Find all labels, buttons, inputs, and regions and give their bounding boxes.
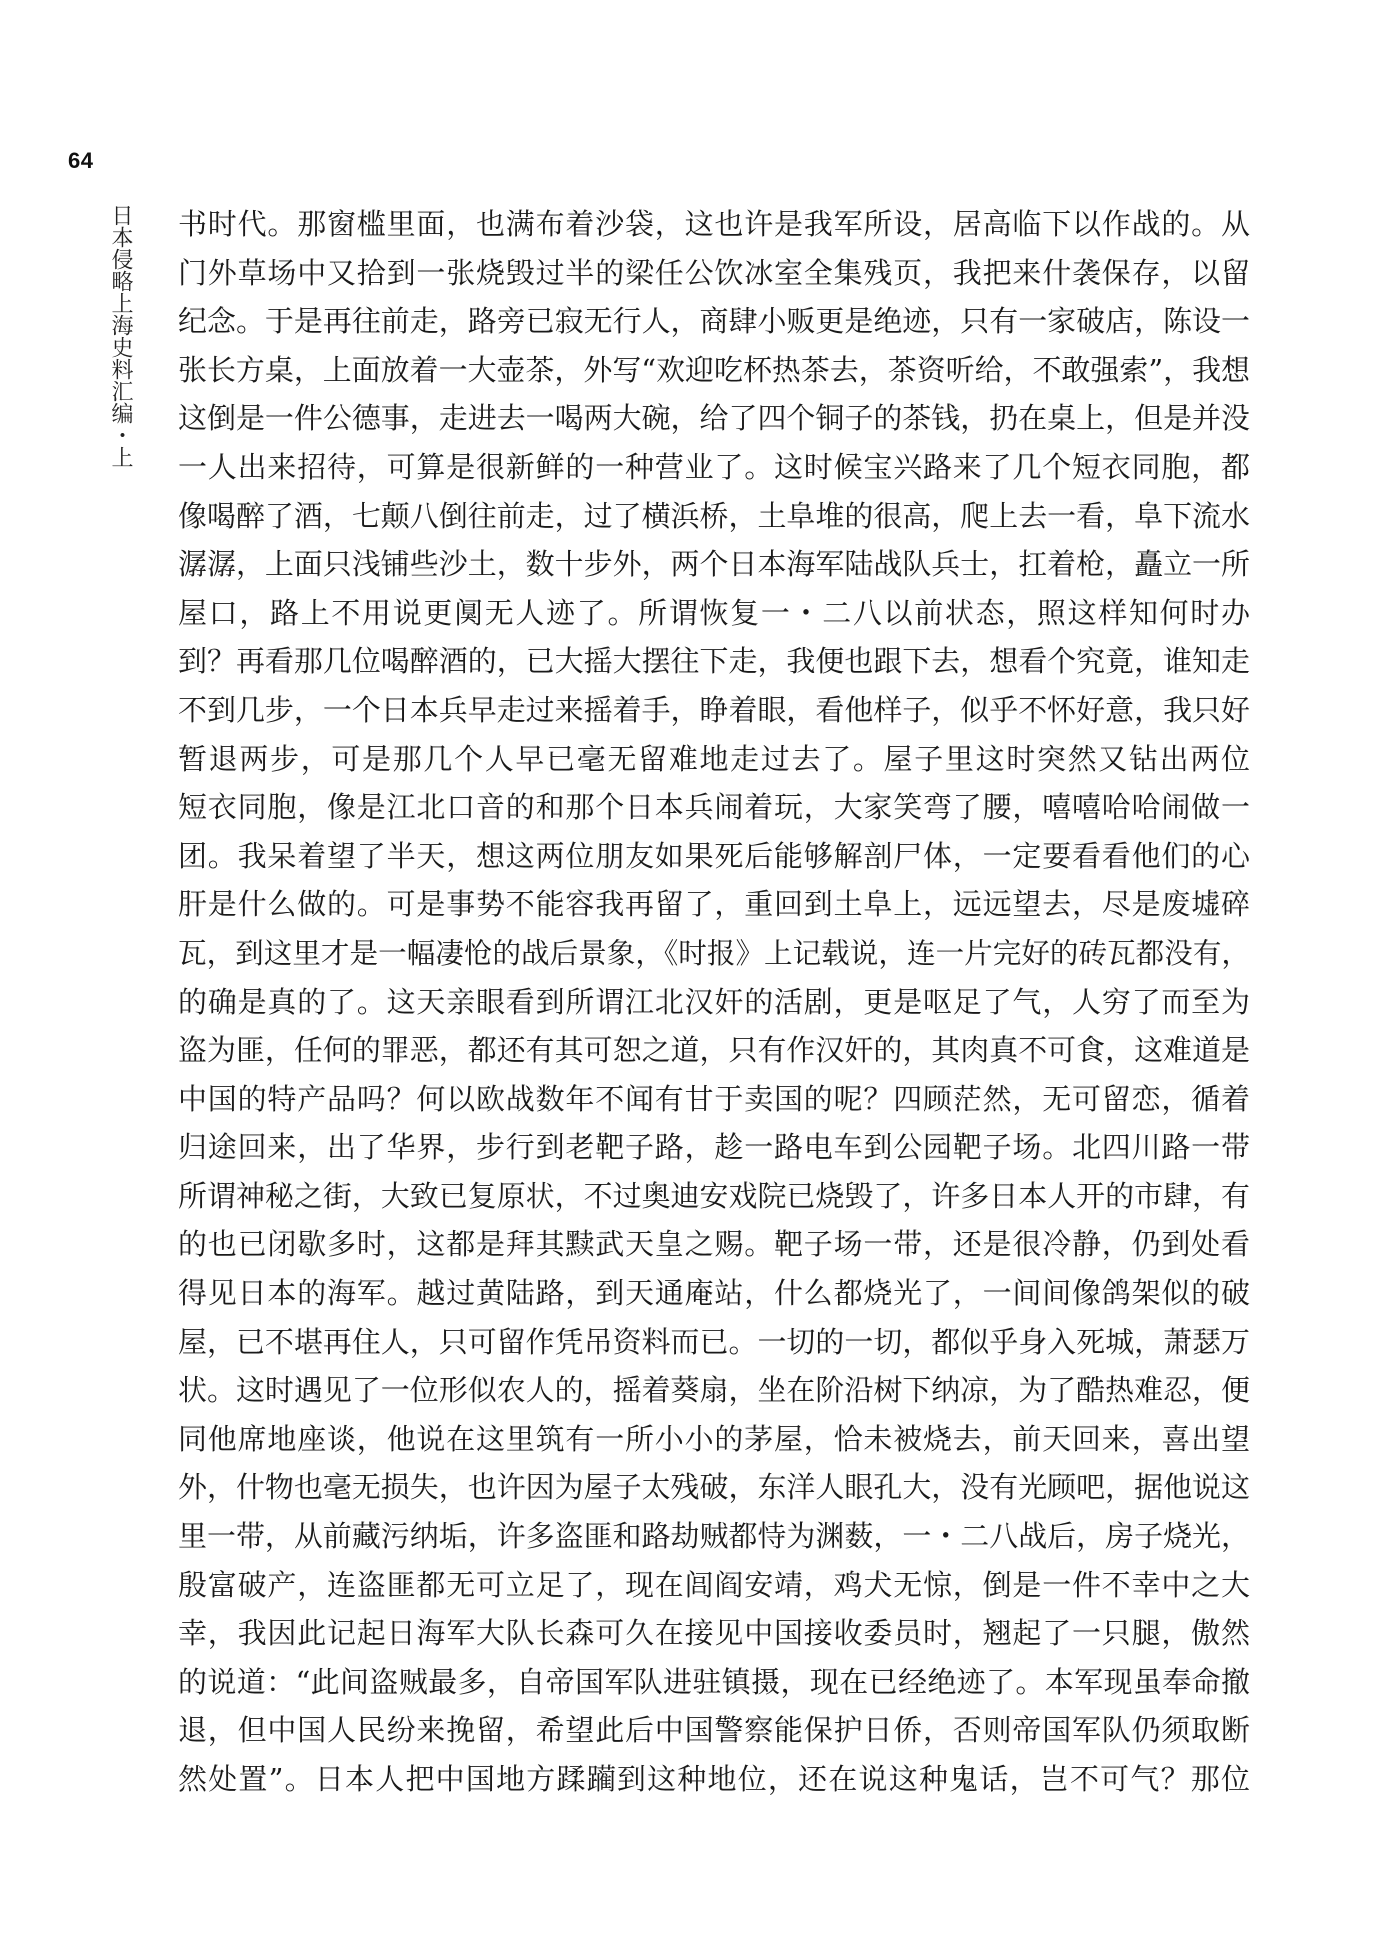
text-line: 盗为匪，任何的罪恶，都还有其可恕之道，只有作汉奸的，其肉真不可食，这难道是	[178, 1033, 1250, 1068]
page-number: 64	[68, 148, 94, 173]
text-line: 像喝醉了酒，七颠八倒往前走，过了横浜桥，土阜堆的很高，爬上去一看，阜下流水	[178, 498, 1250, 533]
text-line: 纪念。于是再往前走，路旁已寂无行人，商肆小贩更是绝迹，只有一家破店，陈设一	[178, 304, 1250, 339]
body-text	[178, 200, 1250, 1804]
text-line: 屋，已不堪再住人，只可留作凭吊资料而已。一切的一切，都似乎身入死城，萧瑟万	[178, 1324, 1250, 1359]
text-line: 中国的特产品吗？何以欧战数年不闻有甘于卖国的呢？四顾茫然，无可留恋，循着	[178, 1081, 1250, 1116]
text-line: 暂退两步，可是那几个人早已毫无留难地走过去了。屋子里这时突然又钻出两位	[178, 741, 1250, 776]
text-line: 短衣同胞，像是江北口音的和那个日本兵闹着玩，大家笑弯了腰，嘻嘻哈哈闹做一	[178, 790, 1250, 825]
text-line: 的也已闭歇多时，这都是拜其黩武天皇之赐。靶子场一带，还是很冷静，仍到处看	[178, 1227, 1250, 1262]
text-line: 一人出来招待，可算是很新鲜的一种营业了。这时候宝兴路来了几个短衣同胞，都	[178, 449, 1250, 484]
running-title: 日本侵略上海史料汇编・上	[108, 204, 133, 468]
text-line: 这倒是一件公德事，走进去一喝两大碗，给了四个铜子的茶钱，扔在桌上，但是并没	[178, 401, 1250, 436]
text-line: 的确是真的了。这天亲眼看到所谓江北汉奸的活剧，更是呕足了气，人穷了而至为	[178, 984, 1250, 1019]
text-line: 潺潺，上面只浅铺些沙土，数十步外，两个日本海军陆战队兵士，扛着枪，矗立一所	[178, 547, 1250, 582]
text-line: 门外草场中又拾到一张烧毁过半的梁任公饮冰室全集残页，我把来什袭保存，以留	[178, 255, 1250, 290]
text-line: 张长方桌，上面放着一大壶茶，外写“欢迎吃杯热茶去，茶资听给，不敢强索”，我想	[178, 352, 1250, 387]
text-line: 到？再看那几位喝醉酒的，已大摇大摆往下走，我便也跟下去，想看个究竟，谁知走	[178, 644, 1250, 679]
text-line: 屋口，路上不用说更阒无人迹了。所谓恢复一・二八以前状态，照这样知何时办	[178, 595, 1250, 630]
text-line: 然处置”。日本人把中国地方蹂躏到这种地位，还在说这种鬼话，岂不可气？那位	[178, 1762, 1250, 1796]
text-line: 肝是什么做的。可是事势不能容我再留了，重回到土阜上，远远望去，尽是废墟碎	[178, 887, 1250, 922]
text-line: 瓦，到这里才是一幅凄怆的战后景象，《时报》上记载说，连一片完好的砖瓦都没有，	[178, 935, 1250, 970]
text-line: 的说道：“此间盗贼最多，自帝国军队进驻镇摄，现在已经绝迹了。本军现虽奉命撤	[178, 1664, 1250, 1699]
text-line: 所谓神秘之街，大致已复原状，不过奥迪安戏院已烧毁了，许多日本人开的市肆，有	[178, 1178, 1250, 1213]
text-line: 同他席地座谈，他说在这里筑有一所小小的茅屋，恰未被烧去，前天回来，喜出望	[178, 1421, 1250, 1456]
text-line: 得见日本的海军。越过黄陆路，到天通庵站，什么都烧光了，一间间像鸽架似的破	[178, 1276, 1250, 1311]
text-line: 外，什物也毫无损失，也许因为屋子太残破，东洋人眼孔大，没有光顾吧，据他说这	[178, 1470, 1250, 1505]
text-line: 书时代。那窗槛里面，也满布着沙袋，这也许是我军所设，居高临下以作战的。从	[178, 207, 1250, 241]
text-line: 退，但中国人民纷来挽留，希望此后中国警察能保护日侨，否则帝国军队仍须取断	[178, 1713, 1250, 1748]
text-line: 里一带，从前藏污纳垢，许多盗匪和路劫贼都恃为渊薮，一・二八战后，房子烧光，	[178, 1519, 1250, 1554]
text-line: 归途回来，出了华界，步行到老靶子路，趁一路电车到公园靶子场。北四川路一带	[178, 1130, 1250, 1165]
text-line: 幸，我因此记起日海军大队长森可久在接见中国接收委员时，翘起了一只腿，傲然	[178, 1616, 1250, 1651]
text-line: 团。我呆着望了半天，想这两位朋友如果死后能够解剖尸体，一定要看看他们的心	[178, 838, 1250, 873]
text-line: 殷富破产，连盗匪都无可立足了，现在闾阎安靖，鸡犬无惊，倒是一件不幸中之大	[178, 1567, 1250, 1602]
text-line: 状。这时遇见了一位形似农人的，摇着葵扇，坐在阶沿树下纳凉，为了酷热难忍，便	[178, 1373, 1250, 1408]
text-line: 不到几步，一个日本兵早走过来摇着手，睁着眼，看他样子，似乎不怀好意，我只好	[178, 692, 1250, 727]
